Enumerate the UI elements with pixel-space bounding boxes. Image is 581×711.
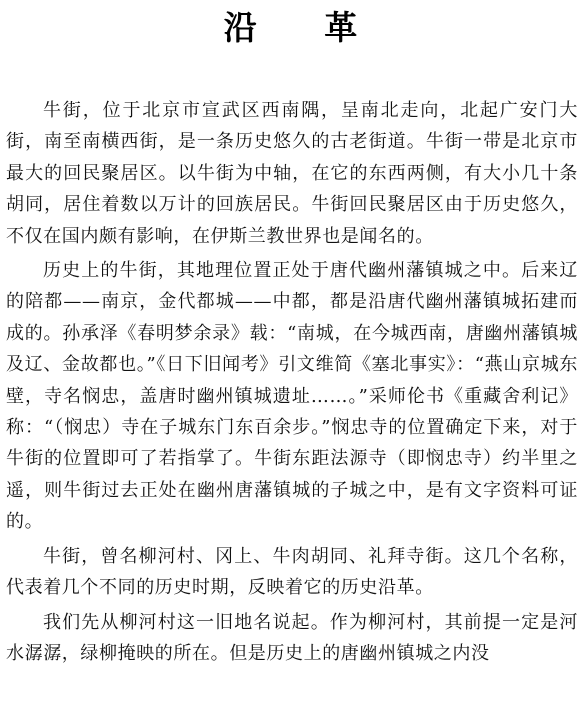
- paragraph-intro: 牛街，位于北京市宣武区西南隅，呈南北走向，北起广安门大街，南至南横西街，是一条历史悠久的古老街道。牛街一带是北京市最大的回民聚居区。以牛街为中轴，在它的东西两侧，有大小几十条胡同，居住着数以万计的回族居民。牛街回民聚居区由于历史悠久，不仅在国内颇有影响，在伊斯兰教世界也是闻名的。: [6, 100, 578, 247]
- paragraph-history: 历史上的牛街，其地理位置正处于唐代幽州藩镇城之中。后来辽的陪都——南京，金代都城——中都，都是沿唐代幽州藩镇城拓建而成的。孙承泽《春明梦余录》载：“南城，在今城西南，唐幽州藩镇城及辽、金故都也。”《日下旧闻考》引文维简《塞北事实》：“燕山京城东壁，寺名悯忠，盖唐时幽州镇城遗址……。”采师伦书《重藏舍利记》称：“（悯忠）寺在子城东门东百余步。”悯忠寺的位置确定下来，对于牛街的位置即可了若指掌了。牛街东距法源寺（即悯忠寺）约半里之遥，则牛街过去正处在幽州唐藩镇城的子城之中，是有文字资料可证的。: [6, 260, 578, 533]
- article-body: [6, 95, 578, 669]
- paragraph-former-names: 牛街，曾名柳河村、冈上、牛肉胡同、礼拜寺街。这几个名称，代表着几个不同的历史时期，反映着它的历史沿革。: [6, 545, 578, 599]
- page-title: 沿 革: [223, 8, 386, 47]
- paragraph-liuhe-village: 我们先从柳河村这一旧地名说起。作为柳河村，其前提一定是河水潺潺，绿柳掩映的所在。但是历史上的唐幽州镇城之内没: [6, 611, 578, 664]
